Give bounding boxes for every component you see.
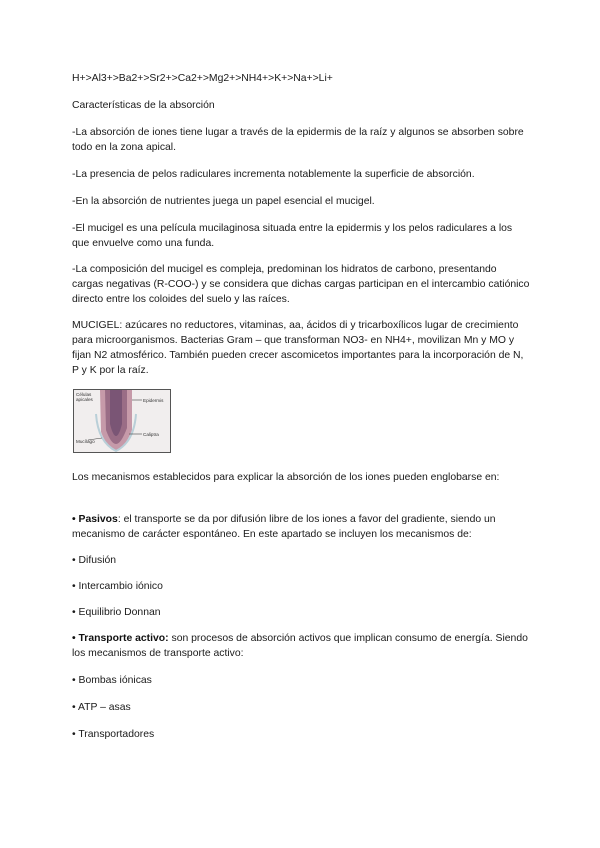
- mechanisms-intro: Los mecanismos establecidos para explicar la absorción de los iones pueden englobarse en:: [72, 472, 500, 483]
- paragraph-mucigel-detail: MUCIGEL: azúcares no reductores, vitaminas, aa, ácidos di y tricarboxílicos lugar de crecimiento para microorganismos. Bacterias Gram – que transforman NO3- en NH4+, movilizan Mn y MO y fijan N2 atmosférico. También pueden crecer ascomicetos importantes para la incorporación de N, P y K por la raíz.: [72, 320, 524, 376]
- passive-text: : el transporte se da por difusión libre de los iones a favor del gradiente, siendo un mecanismo de carácter espontáneo. En este apartado se incluyen los mecanismos de:: [72, 514, 496, 540]
- passive-paragraph: [72, 512, 530, 542]
- active-text: son procesos de absorción activos que implican consumo de energía. Siendo los mecanismos de transporte activo:: [72, 633, 528, 659]
- figure-label-mucilage: Mucílago: [76, 439, 95, 444]
- root-tip-figure: [73, 389, 171, 453]
- paragraph-mucigel-composition: -La composición del mucigel es compleja, predominan los hidratos de carbono, presentando cargas negativas (R-COO-) y se considera que dichas cargas participan en el intercambio catiónico directo entre los coloides del suelo y las raíces.: [72, 264, 530, 305]
- figure-label-apical: apicales: [76, 397, 93, 402]
- cation-series-line: H+>Al3+>Ba2+>Sr2+>Ca2+>Mg2+>NH4+>K+>Na+>Li+: [72, 73, 333, 84]
- active-label: Transporte activo:: [78, 633, 169, 644]
- paragraph-ion-absorption: -La absorción de iones tiene lugar a través de la epidermis de la raíz y algunos se absorben sobre todo en la zona apical.: [72, 127, 524, 153]
- passive-label: Pasivos: [78, 514, 118, 525]
- figure-label-cells: Células: [76, 392, 92, 397]
- figure-label-epidermis: Epidermis: [143, 398, 164, 403]
- passive-bullet: •: [72, 514, 76, 525]
- figure-label-calyptra: Caliptra: [143, 432, 159, 437]
- active-item: • Bombas iónicas: [72, 675, 152, 686]
- section-title: Características de la absorción: [72, 100, 215, 111]
- active-bullet: •: [72, 633, 76, 644]
- active-item: • ATP – asas: [72, 702, 131, 713]
- paragraph-mucigel-definition: -El mucigel es una película mucilaginosa situada entre la epidermis y los pelos radiculares a los que envuelve como una funda.: [72, 223, 513, 249]
- passive-item: • Intercambio iónico: [72, 581, 163, 592]
- active-paragraph: [72, 631, 530, 661]
- active-item: • Transportadores: [72, 729, 155, 740]
- paragraph-mucigel-role: -En la absorción de nutrientes juega un papel esencial el mucigel.: [72, 196, 375, 207]
- passive-item: • Difusión: [72, 555, 117, 566]
- paragraph-root-hairs: -La presencia de pelos radiculares incrementa notablemente la superficie de absorción.: [72, 169, 475, 180]
- passive-item: • Equilibrio Donnan: [72, 607, 161, 618]
